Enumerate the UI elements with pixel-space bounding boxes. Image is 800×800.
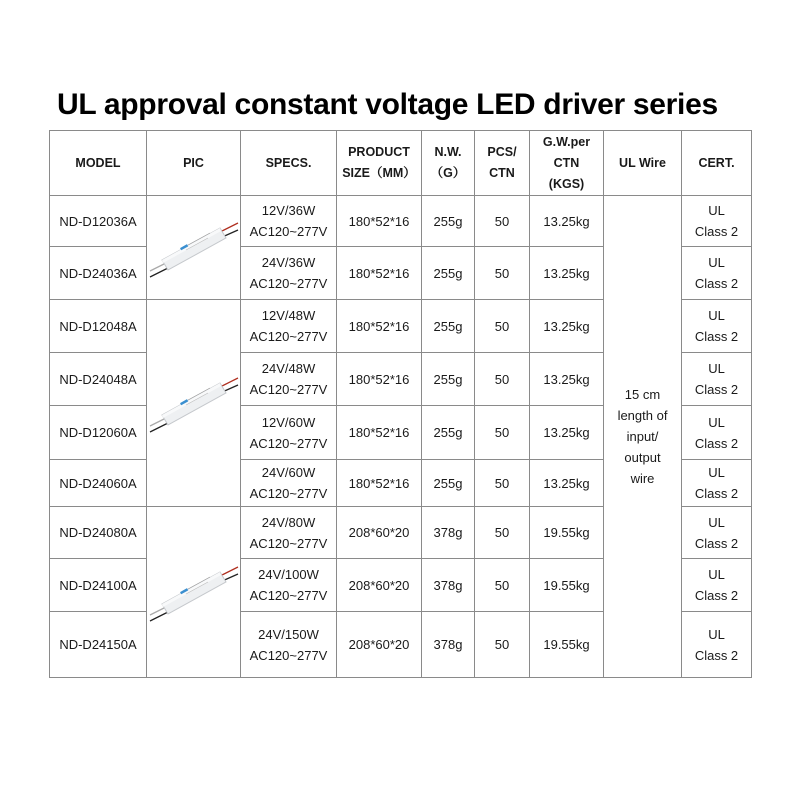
size-cell: 208*60*20 [337, 612, 422, 678]
header-gw-line1: G.W.per [542, 134, 591, 149]
header-gw-line3: (KGS) [548, 176, 585, 191]
pcs-cell: 50 [475, 247, 530, 300]
header-size-line1: PRODUCT [348, 145, 410, 159]
cert-line2: Class 2 [694, 435, 739, 451]
gw-cell: 19.55kg [530, 559, 604, 612]
model-cell: ND-D12060A [50, 406, 147, 460]
header-pic: PIC [147, 131, 241, 196]
header-ulwire: UL Wire [604, 131, 682, 196]
ulwire-line4: output [624, 450, 661, 465]
spec-input: AC120~277V [249, 276, 328, 291]
spec-output: 24V/80W [261, 514, 316, 530]
cert-line2: Class 2 [694, 486, 739, 501]
header-gw-line2: CTN [553, 155, 580, 170]
spec-cell [241, 612, 337, 678]
size-cell: 180*52*16 [337, 406, 422, 460]
cert-line1: UL [708, 514, 725, 530]
nw-cell: 255g [422, 353, 475, 406]
header-nw [422, 131, 475, 196]
model-cell: ND-D24080A [50, 507, 147, 559]
header-nw-line1: N.W. [434, 145, 462, 159]
nw-cell: 255g [422, 196, 475, 247]
header-size [337, 131, 422, 196]
pcs-cell: 50 [475, 353, 530, 406]
spec-table [49, 130, 752, 678]
pic-cell [147, 300, 241, 507]
header-cert: CERT. [682, 131, 752, 196]
pcs-cell: 50 [475, 612, 530, 678]
spec-cell [241, 300, 337, 353]
cert-cell [682, 406, 752, 460]
spec-cell [241, 559, 337, 612]
nw-cell: 378g [422, 507, 475, 559]
nw-cell: 255g [422, 247, 475, 300]
cert-line2: Class 2 [694, 224, 739, 239]
header-gw [530, 131, 604, 196]
nw-cell: 255g [422, 300, 475, 353]
spec-input: AC120~277V [249, 588, 328, 603]
spec-cell [241, 353, 337, 406]
cert-cell [682, 300, 752, 353]
pcs-cell: 50 [475, 196, 530, 247]
gw-cell: 13.25kg [530, 196, 604, 247]
gw-cell: 19.55kg [530, 612, 604, 678]
spec-cell [241, 507, 337, 559]
cert-line1: UL [708, 361, 725, 376]
gw-cell: 19.55kg [530, 507, 604, 559]
cert-line1: UL [708, 308, 725, 323]
spec-output: 24V/100W [258, 567, 319, 582]
pcs-cell: 50 [475, 300, 530, 353]
spec-input: AC120~277V [249, 486, 328, 501]
cert-cell [682, 507, 752, 559]
cert-line1: UL [708, 567, 725, 582]
spec-cell [241, 460, 337, 507]
cert-cell [682, 559, 752, 612]
cert-line1: UL [708, 626, 725, 642]
spec-cell [241, 196, 337, 247]
model-cell: ND-D24150A [50, 612, 147, 678]
spec-input: AC120~277V [249, 435, 328, 451]
gw-cell: 13.25kg [530, 460, 604, 507]
model-cell: ND-D24036A [50, 247, 147, 300]
cert-cell [682, 353, 752, 406]
gw-cell: 13.25kg [530, 353, 604, 406]
spec-output: 12V/60W [261, 414, 316, 430]
spec-output: 24V/36W [261, 255, 316, 270]
spec-input: AC120~277V [249, 224, 328, 239]
nw-cell: 378g [422, 612, 475, 678]
cert-line2: Class 2 [694, 588, 739, 603]
led-driver-image [148, 213, 240, 283]
cert-line1: UL [708, 465, 725, 480]
model-cell: ND-D24060A [50, 460, 147, 507]
cert-cell [682, 460, 752, 507]
spec-input: AC120~277V [249, 535, 328, 551]
table-row [50, 196, 752, 247]
header-pcs [475, 131, 530, 196]
spec-output: 12V/36W [261, 203, 316, 218]
cert-line2: Class 2 [694, 329, 739, 344]
spec-output: 24V/60W [261, 465, 316, 480]
ulwire-line2: length of [617, 408, 668, 423]
cert-line1: UL [708, 255, 725, 270]
cert-cell [682, 612, 752, 678]
pcs-cell: 50 [475, 507, 530, 559]
ulwire-line3: input/ [626, 429, 659, 444]
spec-output: 12V/48W [261, 308, 316, 323]
model-cell: ND-D24100A [50, 559, 147, 612]
size-cell: 208*60*20 [337, 507, 422, 559]
header-row [50, 131, 752, 196]
ulwire-cell [604, 196, 682, 678]
cert-line2: Class 2 [694, 535, 739, 551]
led-driver-image [148, 368, 240, 438]
spec-cell [241, 247, 337, 300]
cert-cell [682, 247, 752, 300]
ulwire-line1: 15 cm [624, 387, 661, 402]
model-cell: ND-D12048A [50, 300, 147, 353]
nw-cell: 378g [422, 559, 475, 612]
model-cell: ND-D12036A [50, 196, 147, 247]
spec-input: AC120~277V [249, 382, 328, 397]
ulwire-line5: wire [630, 471, 655, 486]
nw-cell: 255g [422, 406, 475, 460]
led-driver-image [148, 557, 240, 627]
spec-cell [241, 406, 337, 460]
cert-cell [682, 196, 752, 247]
size-cell: 180*52*16 [337, 247, 422, 300]
header-specs: SPECS. [241, 131, 337, 196]
size-cell: 208*60*20 [337, 559, 422, 612]
cert-line1: UL [708, 414, 725, 430]
pcs-cell: 50 [475, 406, 530, 460]
header-nw-line2: （G） [430, 166, 466, 180]
gw-cell: 13.25kg [530, 300, 604, 353]
gw-cell: 13.25kg [530, 406, 604, 460]
cert-line2: Class 2 [694, 382, 739, 397]
pcs-cell: 50 [475, 559, 530, 612]
page-title: UL approval constant voltage LED driver series [57, 88, 718, 121]
header-pcs-line1: PCS/ [487, 145, 517, 159]
pic-cell [147, 196, 241, 300]
spec-output: 24V/150W [258, 626, 319, 642]
header-model: MODEL [50, 131, 147, 196]
pcs-cell: 50 [475, 460, 530, 507]
size-cell: 180*52*16 [337, 196, 422, 247]
spec-output: 24V/48W [261, 361, 316, 376]
header-size-line2: SIZE（MM） [342, 166, 416, 180]
size-cell: 180*52*16 [337, 353, 422, 406]
model-cell: ND-D24048A [50, 353, 147, 406]
size-cell: 180*52*16 [337, 300, 422, 353]
spec-input: AC120~277V [249, 647, 328, 663]
nw-cell: 255g [422, 460, 475, 507]
size-cell: 180*52*16 [337, 460, 422, 507]
spec-input: AC120~277V [249, 329, 328, 344]
cert-line1: UL [708, 203, 725, 218]
pic-cell [147, 507, 241, 678]
cert-line2: Class 2 [694, 647, 739, 663]
gw-cell: 13.25kg [530, 247, 604, 300]
cert-line2: Class 2 [694, 276, 739, 291]
header-pcs-line2: CTN [489, 166, 515, 180]
